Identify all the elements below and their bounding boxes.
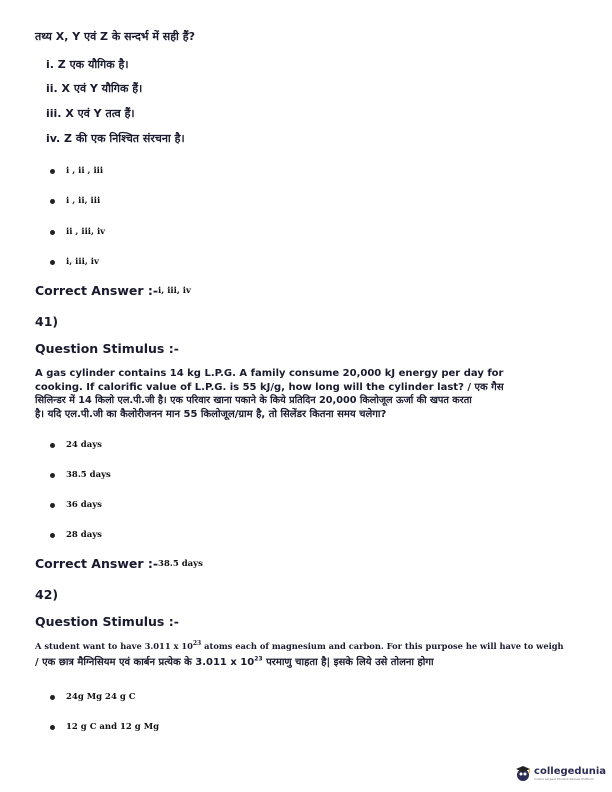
option-3[interactable]: [50, 500, 102, 510]
option-4[interactable]: [50, 257, 99, 267]
collegedunia-logo: [514, 764, 606, 782]
question-number: 42): [35, 587, 59, 602]
correct-answer: [35, 283, 191, 298]
stimulus-line: cooking. If calorific value of L.P.G. is 55 kJ/g, how long will the cylinder last? / एक गैस: [35, 381, 504, 393]
statement-2: ii. X एवं Y यौगिक हैं।: [46, 82, 143, 95]
stimulus-line: A student want to have 3.011 x $10^{23}$ atoms each of magnesium and carbon. For this purpose he will have to weigh: [35, 640, 564, 651]
option-1[interactable]: [50, 166, 103, 176]
question-stimulus-text: [35, 367, 595, 421]
option-4[interactable]: [50, 530, 102, 540]
bullet-icon: [50, 260, 55, 265]
stimulus-line: A gas cylinder contains 14 kg L.P.G. A family consume 20,000 kJ energy per day for: [35, 368, 504, 379]
option-label: i , ii, iii: [66, 196, 101, 206]
option-label: i , ii , iii: [66, 166, 104, 176]
statement-3: iii. X एवं Y तत्व हैं।: [46, 107, 135, 120]
bullet-icon: [50, 169, 55, 174]
correct-answer-label: Correct Answer :-: [35, 556, 159, 571]
question-stimulus-text: [35, 640, 595, 668]
option-label: 38.5 days: [66, 470, 111, 480]
question-text: तथ्य X, Y एवं Z के सन्दर्भ में सही हैं?: [35, 30, 195, 43]
question-number: 41): [35, 314, 59, 329]
option-1[interactable]: [50, 692, 136, 702]
stimulus-line: / एक छात्र मैग्निसियम एवं कार्बन प्रत्येक के 3.011 x $10^{23}$ परमाणु चाहता है| इसके लिये उसे तोलना होगा: [35, 655, 434, 668]
bullet-icon: [50, 725, 55, 730]
option-label: 12 g C and 12 g Mg: [66, 722, 160, 732]
stimulus-line: है। यदि एल.पी.जी का कैलोरीजनन मान 55 किलोजूल/ग्राम है, तो सिलेंडर कितना समय चलेगा?: [35, 408, 387, 420]
option-label: i, iii, iv: [66, 257, 99, 267]
option-label: ii , iii, iv: [66, 227, 106, 237]
option-label: 36 days: [66, 500, 102, 510]
correct-answer-value: i, iii, iv: [158, 285, 191, 296]
option-2[interactable]: [50, 722, 159, 732]
bullet-icon: [50, 473, 55, 478]
option-1[interactable]: [50, 440, 102, 450]
option-2[interactable]: [50, 196, 100, 206]
bullet-icon: [50, 503, 55, 508]
option-2[interactable]: [50, 470, 111, 480]
question-stimulus-label: Question Stimulus :-: [35, 614, 179, 629]
question-stimulus-label: Question Stimulus :-: [35, 341, 179, 356]
bullet-icon: [50, 230, 55, 235]
logo-tagline: India's Largest Student Review Platform: [534, 776, 594, 781]
option-3[interactable]: [50, 227, 105, 237]
correct-answer: [35, 556, 203, 571]
bullet-icon: [50, 695, 55, 700]
logo-name: collegedunia: [534, 765, 606, 777]
statement-4: iv. Z की एक निश्चित संरचना है।: [46, 132, 185, 145]
bullet-icon: [50, 199, 55, 204]
option-label: 28 days: [66, 530, 102, 540]
graduate-mascot-icon: [514, 764, 532, 782]
correct-answer-label: Correct Answer :-: [35, 283, 159, 298]
stimulus-line: सिलिन्डर में 14 किलो एल.पी.जी है। एक परिवार खाना पकाने के किये प्रतिदिन 20,000 किलोजूल ऊर्जा की खपत करता: [35, 395, 472, 406]
option-label: 24 days: [66, 440, 102, 450]
bullet-icon: [50, 533, 55, 538]
correct-answer-value: 38.5 days: [158, 558, 203, 569]
option-label: 24g Mg 24 g C: [66, 692, 136, 702]
bullet-icon: [50, 443, 55, 448]
statement-1: i. Z एक यौगिक है।: [46, 58, 129, 71]
